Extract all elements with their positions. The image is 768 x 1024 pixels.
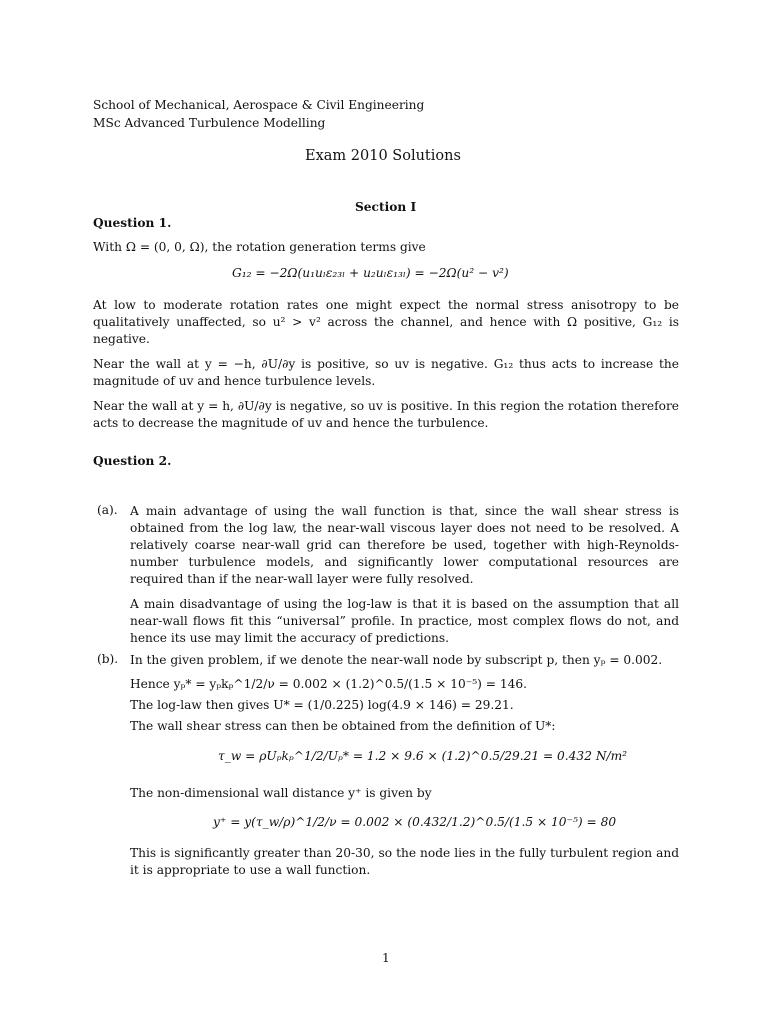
- part-b-line-1: In the given problem, if we denote the near-wall node by subscript p, then yₚ = 0.002.: [130, 653, 663, 667]
- page-number: 1: [382, 951, 390, 965]
- tau-w-equation: τ_w = ρUₚkₚ^1/2/Uₚ* = 1.2 × 9.6 × (1.2)^0.5/29.21 = 0.432 N/m²: [218, 749, 628, 763]
- part-b-line-5: The non-dimensional wall distance y⁺ is given by: [130, 786, 432, 800]
- course-line: MSc Advanced Turbulence Modelling: [93, 116, 326, 130]
- part-a-label: (a).: [97, 503, 118, 517]
- q1-paragraph-3: Near the wall at y = h, ∂U/∂y is negative, so uv is positive. In this region the rotation therefore acts to decrease the magnitude of uv and hence the turbulence.: [93, 399, 679, 430]
- q1-paragraphs: [93, 297, 679, 440]
- g12-equation: G₁₂ = −2Ω(u₁uₗε₂₃ₗ + u₂uₗε₁₃ₗ) = −2Ω(u² − v²): [232, 266, 509, 280]
- part-a-paragraph-2: A main disadvantage of using the log-law is that it is based on the assumption that all near-wall flows fit this “universal” profile. In practice, most complex flows do not, and hence its use may limit the accuracy of predictions.: [130, 597, 679, 645]
- school-line: School of Mechanical, Aerospace & Civil Engineering: [93, 98, 425, 112]
- question-2-heading: Question 2.: [93, 454, 172, 468]
- q1-intro: [93, 239, 426, 256]
- omega-definition: Ω = (0, 0, Ω),: [125, 240, 209, 254]
- q1-intro-prefix: With: [93, 240, 122, 254]
- yplus-equation: y⁺ = y(τ_w/ρ)^1/2/ν = 0.002 × (0.432/1.2)^0.5/(1.5 × 10⁻⁵) = 80: [213, 815, 617, 829]
- part-a-text: [130, 503, 679, 655]
- q1-paragraph-2: Near the wall at y = −h, ∂U/∂y is positive, so uv is negative. G₁₂ thus acts to increase the magnitude of uv and hence turbulence levels.: [93, 357, 679, 388]
- section-heading: Section I: [355, 200, 417, 214]
- part-b-line-4: The wall shear stress can then be obtained from the definition of U*:: [130, 719, 556, 733]
- q1-intro-suffix: the rotation generation terms give: [212, 240, 426, 254]
- page-title: Exam 2010 Solutions: [305, 148, 461, 164]
- part-b-line-3: The log-law then gives U* = (1/0.225) log(4.9 × 146) = 29.21.: [130, 698, 514, 712]
- part-b-conclusion: This is significantly greater than 20-30, so the node lies in the fully turbulent region and it is appropriate to use a wall function.: [130, 846, 679, 877]
- part-b-line-2: Hence yₚ* = yₚkₚ^1/2/ν = 0.002 × (1.2)^0.5/(1.5 × 10⁻⁵) = 146.: [130, 677, 527, 691]
- part-b-label: (b).: [97, 652, 119, 666]
- question-1-heading: Question 1.: [93, 216, 172, 230]
- part-a-paragraph-1: A main advantage of using the wall function is that, since the wall shear stress is obtained from the log law, the near-wall viscous layer does not need to be resolved. A relatively coarse near-wall grid can therefore be used, together with high-Reynolds-number turbulence models, and significantly lower computational resources are required than if the near-wall layer were fully resolved.: [130, 504, 679, 586]
- q1-paragraph-1: At low to moderate rotation rates one might expect the normal stress anisotropy to be qualitatively unaffected, so u² > v² across the channel, and hence with Ω positive, G₁₂ is negative.: [93, 298, 679, 346]
